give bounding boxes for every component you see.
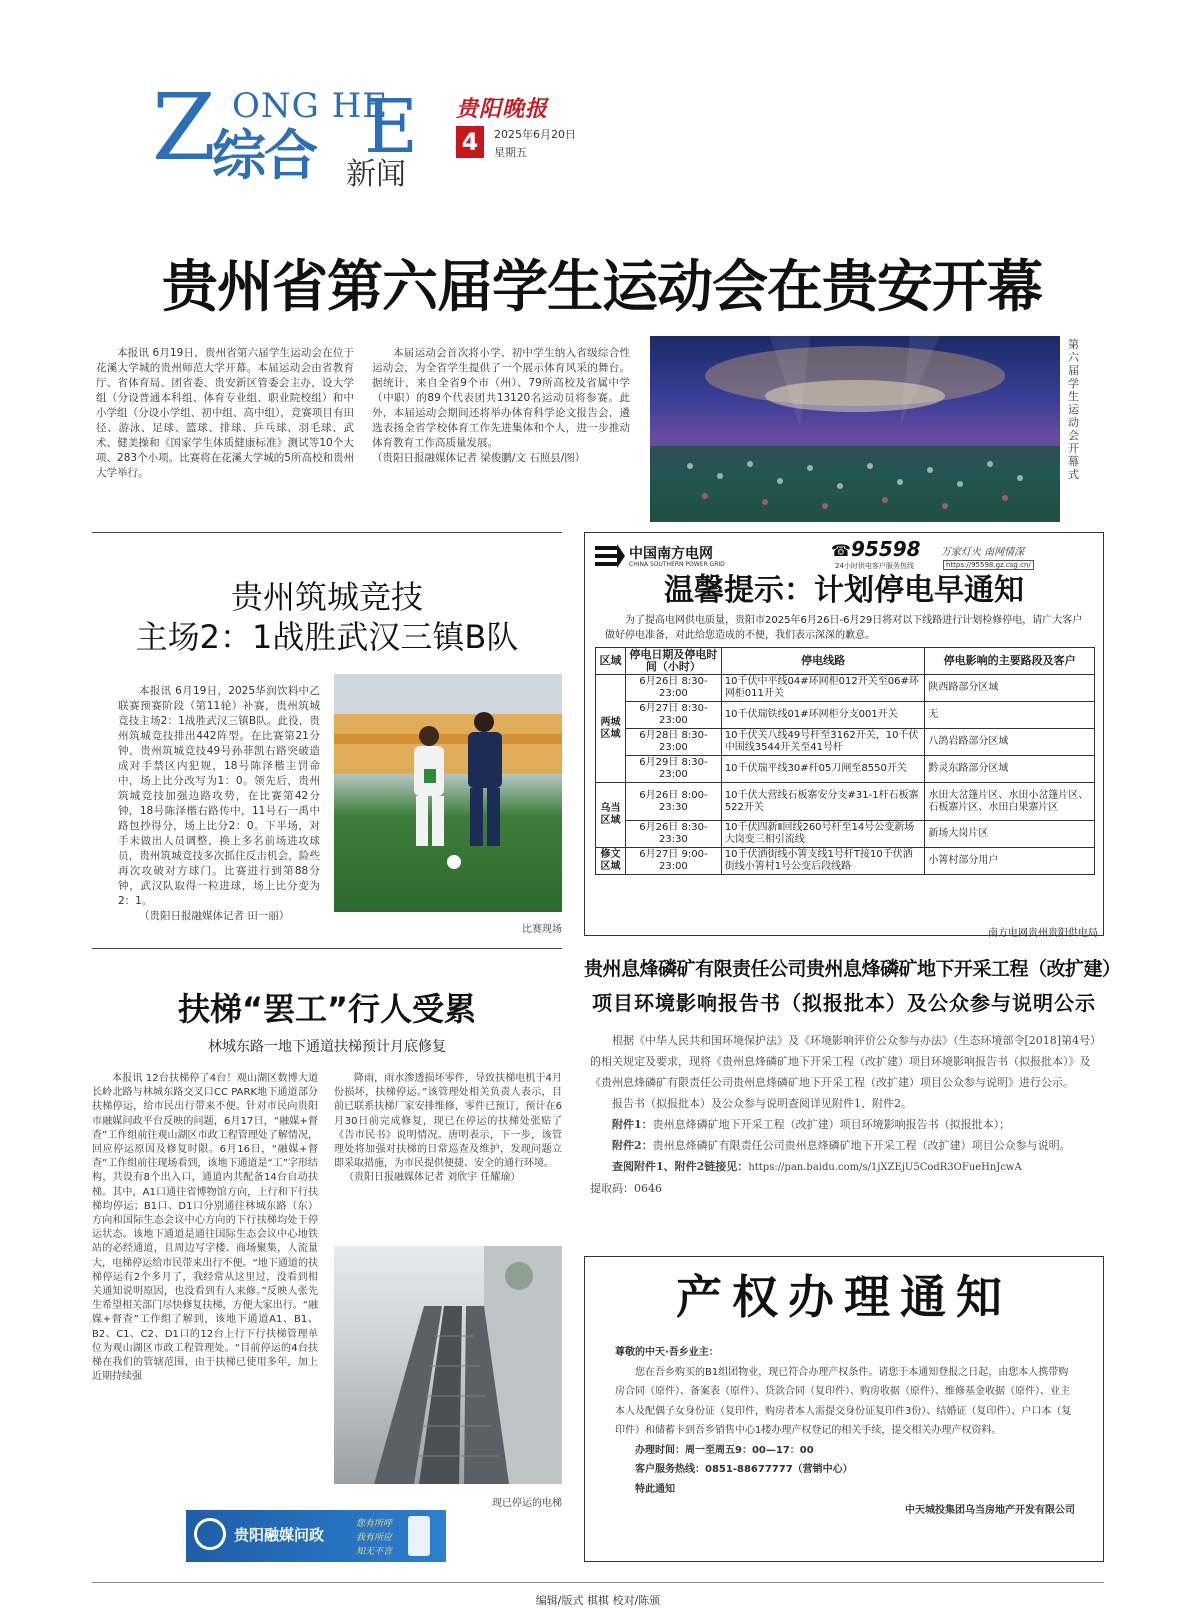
time-cell: 6月26日 8:30-23:00 bbox=[625, 675, 721, 702]
table-row bbox=[596, 702, 1095, 729]
escalator-photo bbox=[334, 1246, 562, 1484]
football-headline-1: 贵州筑城竞技 bbox=[230, 578, 423, 616]
escalator-paragraph-2: 降雨，雨水渗透损坏零件，导致扶梯电机于4月份损坏，扶梯停运。”该管理处相关负责人表示，目前已联系扶梯厂家安排维修，零件已预订，预计在6月30日前完成修复，现已在停运的扶梯处张贴了《告市民书》说明情况。唐明表示，下一步，该管理处将加强对扶梯的日常巡查及维护，发现问题立即采取措施，为市民提供便捷、安全的通行环境。 bbox=[334, 1073, 562, 1170]
section-title: 综合 bbox=[212, 124, 316, 187]
eia-attachment-2 bbox=[590, 1135, 1098, 1156]
area-cell: 黔灵东路部分区域 bbox=[925, 756, 1095, 783]
issue-date: 2025年6月20日 bbox=[494, 128, 576, 141]
football-photo-illustration bbox=[334, 674, 562, 912]
power-grid-logo bbox=[595, 543, 625, 569]
area-cell: 水田大岔篷片区、水田小岔篷片区、石板寨片区、水田白果寨片区 bbox=[925, 783, 1095, 821]
outage-table bbox=[595, 647, 1095, 875]
time-cell: 6月29日 8:30-23:00 bbox=[625, 756, 721, 783]
escalator-subhead: 林城东路一地下通道扶梯预计月底修复 bbox=[208, 1039, 446, 1055]
ceremony-photo-illustration bbox=[650, 336, 1060, 522]
divider bbox=[92, 532, 562, 533]
outage-notice bbox=[584, 532, 1104, 936]
eia-attachment-1-text: 贵州息烽磷矿地下开采工程（改扩建）项目环境影响报告书（拟报批本）； bbox=[652, 1118, 1011, 1131]
eia-body bbox=[590, 1030, 1098, 1199]
region-cell: 乌当区域 bbox=[596, 783, 626, 848]
paper-logo: 贵阳晚报 bbox=[456, 97, 549, 122]
table-row bbox=[596, 729, 1095, 756]
property-hours: 办理时间：周一至周五9：00—17：00 bbox=[635, 1444, 814, 1456]
grid-slogan: 万家灯火 南网情深 bbox=[941, 547, 1025, 558]
eia-paragraph-2: 报告书（拟报批本）及公众参与说明查阅详见附件1、附件2。 bbox=[612, 1097, 912, 1110]
property-greeting: 尊敬的中天·吾乡业主： bbox=[615, 1347, 719, 1358]
line-cell: 10千伏中平线04#环网柜012开关至06#环网柜011开关 bbox=[721, 675, 925, 702]
page-number-badge bbox=[456, 126, 484, 158]
eia-notice bbox=[584, 950, 1121, 1244]
power-company-name: 中国南方电网 bbox=[629, 546, 713, 562]
ad-banner[interactable] bbox=[186, 1510, 446, 1562]
escalator-photo-caption: 现已停运的电梯 bbox=[492, 1498, 562, 1509]
outage-table-header-row bbox=[596, 648, 1095, 675]
header-line: 停电线路 bbox=[721, 648, 925, 675]
grid-website[interactable]: https://95598.gz.csg.cn/ bbox=[943, 560, 1034, 570]
time-cell: 6月28日 8:30-23:00 bbox=[625, 729, 721, 756]
table-row bbox=[596, 848, 1095, 875]
phone-icon bbox=[408, 1516, 430, 1556]
section-latin-e: E bbox=[364, 84, 419, 170]
escalator-photo-illustration bbox=[334, 1246, 562, 1484]
football-byline: （贵阳日报融媒体记者 田一丽） bbox=[139, 910, 290, 922]
line-cell: 10千伏瑞铁线01#环网柜分支001开关 bbox=[721, 702, 925, 729]
ad-title: 贵阳融媒问政 bbox=[234, 1526, 325, 1544]
outage-table-wrap bbox=[595, 647, 1095, 875]
header-region: 区域 bbox=[596, 648, 626, 675]
football-photo-caption: 比赛现场 bbox=[522, 924, 562, 935]
hotline-number: 95598 bbox=[851, 537, 921, 561]
escalator-headline: 扶梯“罢工”行人受累 bbox=[177, 990, 477, 1028]
area-cell: 小箐村部分用户 bbox=[925, 848, 1095, 875]
football-body-column bbox=[118, 684, 320, 924]
eia-link-label: 查阅附件1、附件2链接见： bbox=[612, 1160, 749, 1173]
ceremony-photo-caption: 第六届学生运动会开幕式 bbox=[1068, 338, 1079, 481]
time-cell: 6月27日 8:30-23:00 bbox=[625, 702, 721, 729]
time-cell: 6月27日 9:00-23:00 bbox=[625, 848, 721, 875]
escalator-byline: （贵阳日报融媒体记者 刘欣宇 任耀瑜） bbox=[344, 1172, 521, 1184]
time-cell: 6月26日 8:30-23:30 bbox=[625, 821, 721, 848]
eia-link-line bbox=[590, 1156, 1098, 1178]
ad-slogan-3: 知无不言 bbox=[356, 1547, 393, 1557]
escalator-column-1 bbox=[92, 1072, 318, 1384]
eia-attachment-2-text: 贵州息烽磷矿有限责任公司贵州息烽磷矿地下开采工程（改扩建）项目公众参与说明。 bbox=[652, 1139, 1071, 1152]
football-photo bbox=[334, 674, 562, 912]
power-grid-icon bbox=[595, 543, 625, 569]
property-signature: 中天城投集团乌当房地产开发有限公司 bbox=[905, 1505, 1075, 1516]
outage-title: 温馨提示：计划停电早通知 bbox=[664, 573, 1024, 608]
area-cell: 陕西路部分区域 bbox=[925, 675, 1095, 702]
lead-column-1 bbox=[96, 346, 354, 481]
line-cell: 10千伏洒街线小箐支线1号杆T接10千伏洒街线小箐村1号公变后段线路 bbox=[721, 848, 925, 875]
footer-divider bbox=[92, 1582, 1104, 1583]
page-number: 4 bbox=[461, 128, 479, 156]
escalator-paragraph-1: 本报讯 12台扶梯停了4台！观山湖区数博大道长岭北路与林城东路交叉口CC PARK地下通道部分扶梯停运，给市民出行带来不便。针对市民向贵阳市融媒问政平台反映的问题，6月17日，“融媒+督查”工作组前往观山湖区市政工程管理处了解情况，回应停运原因及修复时限。6月16日，“融媒+督查”工作组前往现场看到，该地下通道是“工”字形结构，共设有8个出入口，通道内共配备14台自动扶梯。其中，A1口通往省博物馆方向，上行和下行扶梯均停运；B1口、D1口分别通往林城东路（东）方向和国际生态会议中心方向的下行扶梯均处于停运状态。该地下通道是通往国际生态会议中心地铁站的必经通道，且周边写字楼、商场聚集，人流量大，电梯停运给市民带来出行不便。“地下通道的扶梯停运有2个多月了，我经常从这里过，没看到相关通知说明原因，也没看到有人来修。”反映人张先生希望相关部门尽快修复扶梯，方便大家出行。“融媒+督查”工作组了解到，该地下通道A1、B1、B2、C1、C2、D1口的12台上行下行扶梯管理单位为观山湖区市政工程管理处。“目前停运的4台扶梯在我们的管辖范围，由于扶梯已使用多年，加上近期持续强 bbox=[92, 1073, 318, 1383]
area-cell: 无 bbox=[925, 702, 1095, 729]
region-cell: 修文区域 bbox=[596, 848, 626, 875]
line-cell: 10千伏关八线49号杆至3162开关，10千伏中围线3544开关至41号杆 bbox=[721, 729, 925, 756]
property-special: 特此通知 bbox=[635, 1483, 675, 1495]
eia-attachment-1 bbox=[590, 1114, 1098, 1135]
football-headline-2: 主场2：1战胜武汉三镇B队 bbox=[135, 618, 519, 656]
escalator-column-2 bbox=[334, 1072, 562, 1186]
eia-title-2: 项目环境影响报告书（拟报批本）及公众参与说明公示 bbox=[592, 991, 1096, 1015]
eia-attachment-2-label: 附件2： bbox=[612, 1139, 653, 1152]
property-paragraph: 您在吾乡购买的B1组团物业，现已符合办理产权条件。请您于本通知登报之日起，由您本人携带购房合同（原件）、备案表（原件）、贷款合同（复印件）、购房收据（原件）、维修基金收据（原件）、业主本人及配偶子女身份证（复印件，购房者本人需提交身份证复印件3份）、结婚证（复印件）、户口本（复印件）和储蓄卡到吾乡销售中心1楼办理产权登记的相关手续，提交相关办理产权资料。 bbox=[615, 1366, 1072, 1436]
eia-paragraph-1: 根据《中华人民共和国环境保护法》及《环境影响评价公众参与办法》（生态环境部令[2018]第4号）的相关规定及要求，现将《贵州息烽磷矿地下开采工程（改扩建）项目环境影响报告书（拟报批本）》及《贵州息烽磷矿有限责任公司贵州息烽磷矿地下开采工程（改扩建）项目公众参与说明》进行公示。 bbox=[590, 1034, 1096, 1089]
footer-editors: 编辑/版式 棋棋 校对/陈颁 bbox=[535, 1594, 661, 1607]
ad-logo-icon bbox=[194, 1518, 226, 1550]
ceremony-photo bbox=[650, 336, 1060, 522]
region-cell: 两城区域 bbox=[596, 675, 626, 783]
area-cell: 新场大岗片区 bbox=[925, 821, 1095, 848]
hotline-description: 24小时供电客户服务热线 bbox=[835, 562, 914, 570]
ad-slogan-1: 您有所呼 bbox=[356, 1519, 393, 1529]
lead-headline: 贵州省第六届学生运动会在贵安开幕 bbox=[162, 255, 1042, 320]
ad-slogan-2: 我有所应 bbox=[356, 1533, 393, 1543]
line-cell: 10千伏大营线石板寨安分支#31-1杆石板寨522开关 bbox=[721, 783, 925, 821]
property-title: 产权办理通知 bbox=[676, 1270, 1012, 1324]
line-cell: 10千伏瑞平线30#杆05刀闸至8550开关 bbox=[721, 756, 925, 783]
issue-weekday: 星期五 bbox=[494, 146, 527, 159]
outage-footer: 南方电网贵州贵阳供电局 bbox=[988, 928, 1098, 939]
lead-paragraph-2: 本届运动会首次将小学、初中学生纳入省级综合性运动会，为全省学生提供了一个展示体育风采的舞台。据统计，来自全省9个市（州）、79所高校及省属中学（中职）的89个代表团共13120名运动员将参赛。此外，本届运动会期间还将举办体育科学论文报告会，遴选表扬全省学校体育工作先进集体和个人，进一步推动体育教育工作高质量发展。 bbox=[372, 347, 630, 449]
header-area: 停电影响的主要路段及客户 bbox=[925, 648, 1095, 675]
outage-intro: 为了提高电网供电质量，贵阳市2025年6月26日-6月29日将对以下线路进行计划检修停电，请广大客户做好停电准备，对此给您造成的不便，我们表示深深的歉意。 bbox=[605, 615, 1083, 641]
section-latin-z: Z bbox=[152, 74, 216, 181]
football-paragraph: 本报讯 6月19日，2025华润饮料中乙联赛预赛阶段（第11轮）补赛，贵州筑城竞技主场2：1战胜武汉三镇B队。此役，贵州筑城竞技排出442阵型。在比赛第21分钟，贵州筑城竞技49号孙菲凯右路突破造成对手禁区内犯规，18号陈泽楷主罚命中，场上比分改写为1：0。领先后，贵州筑城竞技加强边路攻势，在比赛第42分钟，18号陈泽楷右路传中，11号石一禹中路包抄得分，场上比分2：0。下半场，对手未做出人员调整，换上多名前场进攻球员，贵州筑城竞技多次抓住反击机会，险些再次攻破对方球门。比赛进行到第88分钟，武汉队取得一粒进球，场上比分变为2：1。 bbox=[118, 685, 320, 907]
property-body bbox=[615, 1343, 1075, 1521]
eia-attachment-1-label: 附件1： bbox=[612, 1118, 653, 1131]
table-row bbox=[596, 783, 1095, 821]
hotline-phone-icon: ☎ bbox=[831, 541, 851, 560]
table-row bbox=[596, 756, 1095, 783]
table-row bbox=[596, 821, 1095, 848]
eia-link[interactable]: https://pan.baidu.com/s/1jXZEjU5CodR3OFueHnJcwA bbox=[748, 1162, 1022, 1173]
header-time: 停电日期及停电时间（小时） bbox=[625, 648, 721, 675]
section-subtitle: 新闻 bbox=[346, 157, 406, 192]
lead-byline: （贵阳日报融媒体记者 梁俊鹏/文 石照县/图） bbox=[372, 452, 586, 464]
table-row bbox=[596, 675, 1095, 702]
property-notice bbox=[584, 1256, 1104, 1562]
area-cell: 八鸽岩路部分区域 bbox=[925, 729, 1095, 756]
power-company-en: CHINA SOUTHERN POWER GRID bbox=[629, 561, 725, 568]
eia-title-1: 贵州息烽磷矿有限责任公司贵州息烽磷矿地下开采工程（改扩建） bbox=[584, 958, 1121, 980]
eia-extraction-code: 提取码：0646 bbox=[590, 1182, 662, 1195]
time-cell: 6月26日 8:00-23:30 bbox=[625, 783, 721, 821]
line-cell: 10千伏四新Ⅱ回线260号杆至14号公变新场大岗变三相引流线 bbox=[721, 821, 925, 848]
property-hotline: 客户服务热线：0851-88677777（营销中心） bbox=[635, 1464, 853, 1475]
section-latin-rest: ONG HE bbox=[232, 86, 389, 126]
lead-column-2 bbox=[372, 346, 630, 466]
lead-paragraph-1: 本报讯 6月19日，贵州省第六届学生运动会在位于花溪大学城的贵州师范大学开幕。本届运动会由省教育厅、省体育局、团省委、贵安新区管委会主办，设大学组（分设普通本科组、体育专业组、职业院校组）和中小学组（分设小学组、初中组、高中组），竞赛项目有田径、游泳、足球、篮球、排球、乒乓球、羽毛球、武术、健美操和《国家学生体质健康标准》测试等10个大项、283个小项。比赛将在花溪大学城的5所高校和贵州大学举行。 bbox=[96, 347, 354, 479]
divider bbox=[92, 948, 562, 949]
